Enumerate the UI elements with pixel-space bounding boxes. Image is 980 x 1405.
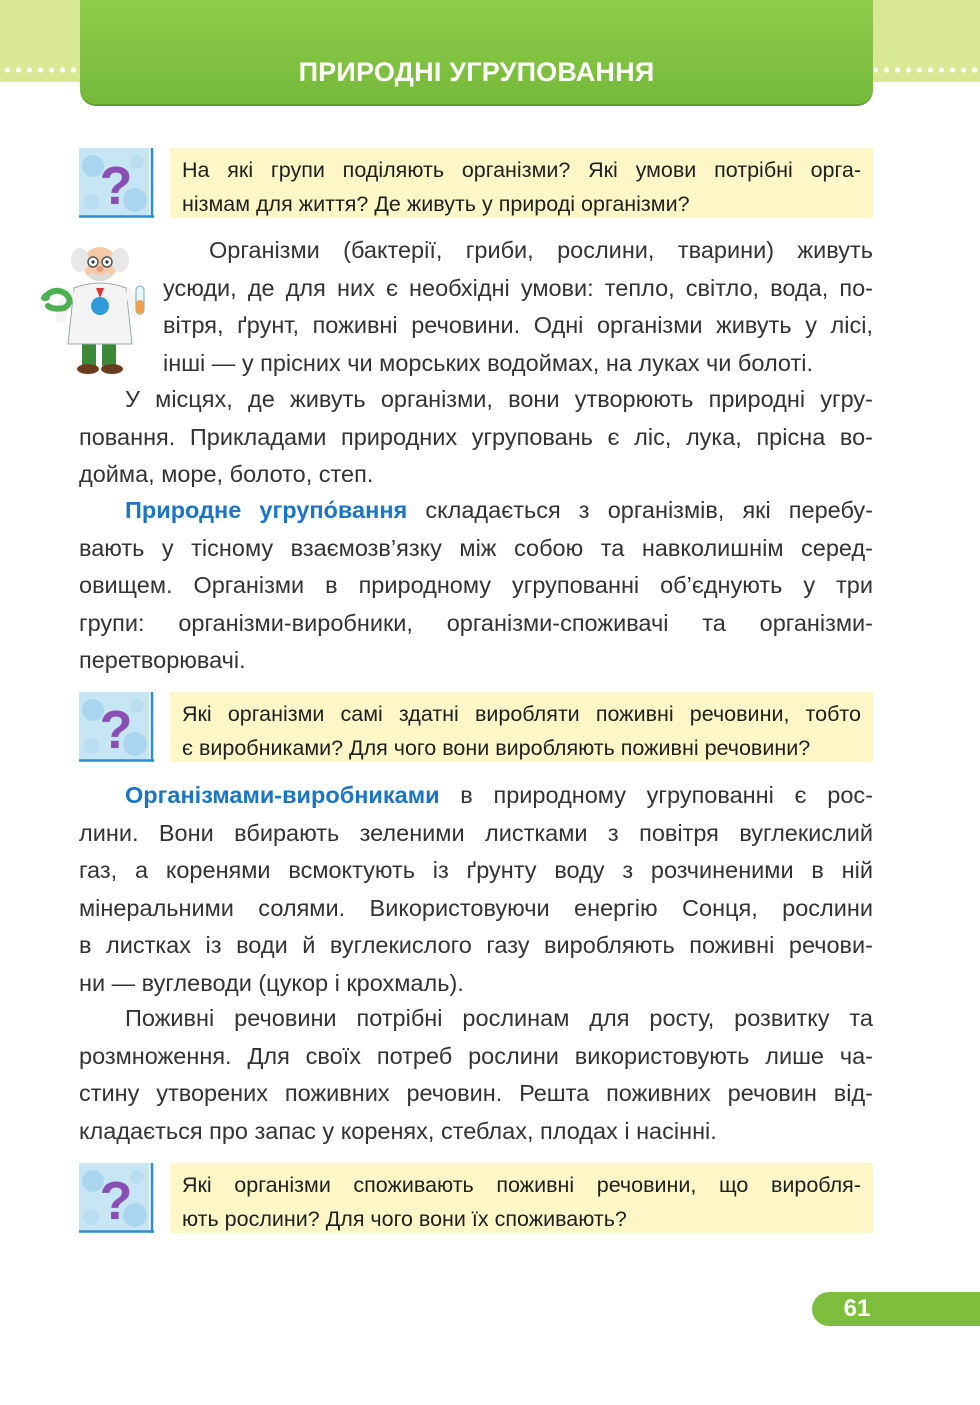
- question-box-3: [170, 1163, 873, 1233]
- producers-line-1: [79, 777, 873, 815]
- question-box-2: [170, 692, 873, 762]
- producers-line-2: лини. Вони вбирають зеленими листками з повітря вуглекислий: [79, 819, 873, 846]
- intro-line-3: вітря, ґрунт, поживні речовини. Одні організми живуть у лісі,: [163, 312, 873, 339]
- header-dots-right: [870, 66, 978, 74]
- places-line-2: повання. Прикладами природних угруповань є ліс, лука, прісна во-: [79, 423, 873, 450]
- question-mark-icon: [79, 692, 154, 762]
- definition-line-1-rest: складається з організмів, які перебу-: [407, 497, 873, 523]
- paragraph-nutrients: [79, 1000, 873, 1150]
- producers-line-4: мінеральними солями. Використовуючи енергію Сонця, рослини: [79, 894, 873, 921]
- header-band: [80, 0, 873, 104]
- nutrients-line-2: розмноження. Для своїх потреб рослини використовують лише ча-: [79, 1042, 873, 1069]
- nutrients-line-1: Поживні речовини потрібні рослинам для росту, розвитку та: [125, 1005, 873, 1031]
- places-line-3: дойма, море, болото, степ.: [79, 461, 374, 488]
- definition-line-1: [79, 492, 873, 530]
- producers-line-6: ни — вуглеводи (цукор і крохмаль).: [79, 969, 464, 996]
- question-mark-icon: [79, 148, 154, 218]
- scientist-illustration: [40, 236, 160, 376]
- question-1-line-1: На які групи поділяють організми? Які умови потрібні орга-: [182, 158, 861, 182]
- page-number: 61: [843, 1295, 871, 1322]
- paragraph-producers: [79, 777, 873, 1003]
- page-title: ПРИРОДНІ УГРУПОВАННЯ: [298, 57, 655, 87]
- question-box-1: [170, 148, 873, 218]
- question-2-line-1: Які організми самі здатні виробляти поживні речовини, тобто: [182, 702, 861, 726]
- intro-line-4: інші — у прісних чи морських водоймах, на луках чи болоті.: [163, 349, 813, 376]
- term-producers: Організмами-виробниками: [125, 782, 440, 808]
- intro-line-1: Організми (бактерії, гриби, рослини, тварини) живуть: [209, 237, 873, 263]
- svg-text:?: ?: [99, 700, 133, 760]
- places-line-1: У місцях, де живуть організми, вони утворюють природні угру-: [125, 386, 873, 412]
- paragraph-definition: [79, 492, 873, 680]
- intro-line-2: усюди, де для них є необхідні умови: тепло, світло, вода, по-: [163, 274, 873, 301]
- question-mark-icon: [79, 1163, 154, 1233]
- term-natural-community: Природне угрупо́вання: [125, 497, 408, 523]
- definition-line-2: вають у тісному взаємозв’язку між собою та навколишнім серед-: [79, 534, 873, 561]
- question-3-line-2: ють рослини? Для чого вони їх споживають?: [182, 1207, 627, 1231]
- producers-line-1-rest: в природному угрупованні є рос-: [439, 782, 873, 808]
- intro-paragraph: [163, 232, 873, 382]
- definition-line-3: овищем. Організми в природному угрупованні об’єднують у три: [79, 572, 873, 599]
- paragraph-places: [79, 381, 873, 494]
- question-2-line-2: є виробниками? Для чого вони виробляють поживні речовини?: [182, 736, 811, 760]
- header-dots-left: [2, 66, 80, 74]
- definition-line-5: перетворювачі.: [79, 647, 246, 674]
- nutrients-line-3: стину утворених поживних речовин. Решта поживних речовин від-: [79, 1080, 873, 1107]
- question-3-line-1: Які організми споживають поживні речовини, що виробля-: [182, 1173, 861, 1197]
- producers-line-3: газ, а коренями всмоктують із ґрунту воду з розчиненими в ній: [79, 857, 873, 884]
- producers-line-5: в листках із води й вуглекислого газу виробляють поживні речови-: [79, 932, 873, 959]
- definition-line-4: групи: організми-виробники, організми-споживачі та організми-: [79, 609, 873, 636]
- question-1-line-2: нізмам для життя? Де живуть у природі організми?: [182, 192, 690, 216]
- svg-text:?: ?: [99, 156, 133, 216]
- svg-text:?: ?: [99, 1171, 133, 1231]
- nutrients-line-4: кладається про запас у коренях, стеблах, плодах і насінні.: [79, 1117, 717, 1144]
